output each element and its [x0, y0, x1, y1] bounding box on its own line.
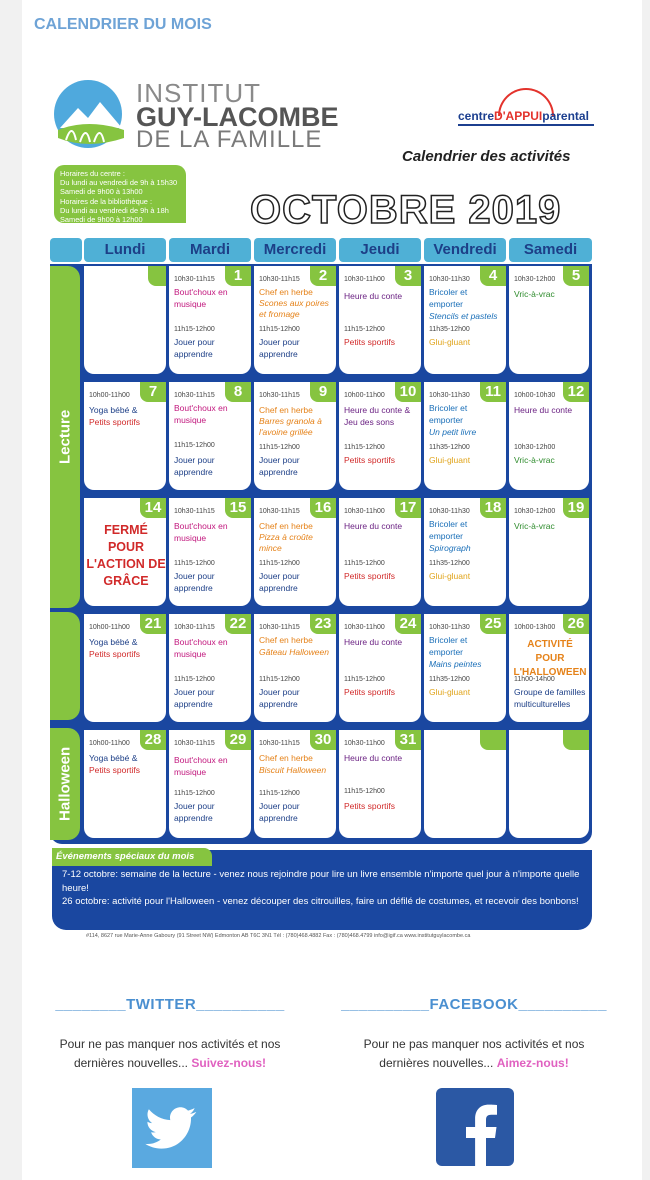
calendar-cell-day-11 [424, 382, 506, 490]
calendar-cell-day-15 [169, 498, 251, 606]
calendar-cell-day-24 [339, 614, 421, 722]
activity-name: Jouer pour apprendre [174, 337, 215, 359]
activity-time: 10h30-11h15 [174, 508, 215, 515]
week-group-blank [50, 612, 80, 720]
activity-time: 10h30-12h00 [514, 508, 556, 515]
activity-name: Chef en herbe [259, 405, 313, 415]
calendar-subtitle: Calendrier des activités [402, 148, 571, 165]
activity-time: 11h15-12h00 [344, 444, 385, 451]
calendar-cell-day-17 [339, 498, 421, 606]
activity-name: Jouer pour apprendre [174, 571, 215, 593]
activity-detail: Gâteau Halloween [259, 647, 329, 657]
day-number: 15 [225, 498, 251, 518]
activity-name: Bricoler et emporter [429, 403, 468, 425]
day-number: 18 [480, 498, 506, 518]
hours-line: Samedi de 9h00 à 13h00 [60, 187, 143, 197]
day-header-tuesday: Mardi [169, 238, 251, 262]
activity-detail: Barres granola à l'avoine grillée [259, 416, 322, 437]
day-number: 5 [563, 266, 589, 286]
activity-detail: Scones aux poires et fromage [259, 298, 329, 319]
day-number: 11 [480, 382, 506, 402]
day-number: 28 [140, 730, 166, 750]
day-number: 10 [395, 382, 421, 402]
institute-name-line1: INSTITUT [136, 78, 261, 108]
hours-line: Du lundi au vendredi de 9h à 15h30 [60, 178, 178, 188]
activity-name: Bricoler et emporter [429, 287, 468, 309]
activity-name: Petits sportifs [89, 417, 141, 427]
activity-time: 10h30-11h15 [259, 392, 300, 399]
calendar-grid [50, 264, 592, 844]
activity-name: Chef en herbe [259, 521, 313, 531]
empty-day-tab [148, 266, 166, 286]
activity-name: Jouer pour apprendre [259, 455, 300, 477]
calendar-cell-day-1 [169, 266, 251, 374]
activity-detail: Biscuit Halloween [259, 765, 327, 775]
activity-name: Bout'choux en musique [174, 755, 228, 777]
activity-time: 11h35-12h00 [429, 444, 470, 451]
activity-name: Heure du conte [344, 753, 403, 763]
activity-name: Vric-à-vrac [514, 455, 555, 465]
facebook-heading: __________FACEBOOK__________ [341, 996, 607, 1013]
activity-time: 10h00-11h00 [89, 392, 130, 399]
twitter-text [34, 1035, 306, 1073]
activity-time: 10h30-11h00 [344, 624, 385, 631]
activity-name: Heure du conte [344, 637, 403, 647]
activity-time: 11h15-12h00 [344, 560, 385, 567]
activity-detail: Un petit livre [429, 427, 477, 437]
activity-time: 10h30-11h15 [259, 624, 300, 631]
activity-name: Petits sportifs [344, 801, 396, 811]
calendar-cell-day-23 [254, 614, 336, 722]
hours-line: Samedi de 9h00 à 12h00 [60, 215, 143, 225]
opening-hours-box [54, 165, 186, 223]
activity-name: Glui-gluant [429, 455, 471, 465]
calendar-cell-day-26 [509, 614, 589, 722]
day-number: 7 [140, 382, 166, 402]
activity-name: Bout'choux en musique [174, 403, 228, 425]
activity-name: Petits sportifs [344, 455, 396, 465]
special-events-title: Événements spéciaux du mois [52, 848, 212, 866]
calendar-cell-day-7 [84, 382, 166, 490]
activity-detail: Mains peintes [429, 659, 482, 669]
activity-name: Bout'choux en musique [174, 287, 228, 309]
calendar-cell-day-31 [339, 730, 421, 838]
activity-name: Bout'choux en musique [174, 637, 228, 659]
empty-day-tab [480, 730, 506, 750]
day-number: 4 [480, 266, 506, 286]
activity-name: Heure du conte & Jeu des sons [344, 405, 411, 427]
activity-time: 11h15-12h00 [174, 442, 215, 449]
activity-name: Yoga bébé & [89, 405, 138, 415]
twitter-message: Pour ne pas manquer nos activités et nos dernières nouvelles... [59, 1037, 281, 1070]
activity-name: Petits sportifs [89, 649, 141, 659]
activity-time: 10h00-11h00 [89, 624, 130, 631]
activity-name: Petits sportifs [89, 765, 141, 775]
activity-time: 11h35-12h00 [429, 676, 470, 683]
activity-name: Chef en herbe [259, 635, 313, 645]
activity-time: 10h30-11h00 [344, 276, 385, 283]
activity-time: 10h30-11h00 [344, 508, 385, 515]
twitter-follow-link[interactable]: Suivez-nous! [191, 1056, 267, 1070]
activity-name: Jouer pour apprendre [259, 801, 300, 823]
day-number: 21 [140, 614, 166, 634]
activity-time: 11h15-12h00 [259, 560, 300, 567]
day-number: 16 [310, 498, 336, 518]
calendar-cell-day-30 [254, 730, 336, 838]
calendar-cell-day-10 [339, 382, 421, 490]
twitter-heading: ________TWITTER__________ [55, 996, 285, 1013]
week-group-halloween [50, 728, 80, 840]
day-number: 24 [395, 614, 421, 634]
activity-name: Chef en herbe [259, 753, 313, 763]
activity-time: 10h30-11h15 [174, 624, 215, 631]
day-number: 9 [310, 382, 336, 402]
activity-time: 11h15-12h00 [174, 790, 215, 797]
activity-time: 11h15-12h00 [344, 676, 385, 683]
empty-day-tab [563, 730, 589, 750]
partner-logo [458, 88, 594, 124]
activity-name: Jouer pour apprendre [259, 571, 300, 593]
activity-name: Jouer pour apprendre [174, 455, 215, 477]
partner-logo-text: centreD'APPUIparental [458, 109, 589, 123]
facebook-like-link[interactable]: Aimez-nous! [496, 1056, 569, 1070]
activity-time: 10h30-11h15 [174, 392, 215, 399]
calendar-cell-day-9 [254, 382, 336, 490]
activity-name: Glui-gluant [429, 337, 471, 347]
left-gutter [0, 0, 22, 1180]
facebook-section [338, 996, 610, 1073]
day-number: 1 [225, 266, 251, 286]
day-number: 30 [310, 730, 336, 750]
week-label-halloween: Halloween [56, 746, 74, 822]
activity-name: Chef en herbe [259, 287, 313, 297]
activity-time: 11h15-12h00 [174, 676, 215, 683]
activity-name: Yoga bébé & [89, 637, 138, 647]
section-title: CALENDRIER DU MOIS [34, 16, 212, 33]
facebook-f-glyph [436, 1088, 514, 1166]
activity-time: 10h30-12h00 [514, 276, 556, 283]
closed-notice: FERMÉ POUR L'ACTION DE GRÂCE [86, 523, 166, 588]
week-group-lecture [50, 266, 80, 608]
activity-time: 11h35-12h00 [429, 326, 470, 333]
facebook-f-icon[interactable] [436, 1088, 514, 1166]
contact-footer: #114, 8627 rue Marie-Anne Gaboury (91 Street NW) Edmonton AB T6C 3N1 Tél : (780)468.4882 Fax : (780)468.4799 info@igif.ca www.institutguylacombe.ca [86, 933, 471, 939]
event-item: 7-12 octobre: semaine de la lecture - venez nous rejoindre pour lire un livre ensemble n'importe quel jour à n'importe quelle heure! [62, 869, 580, 894]
activity-time: 10h00-11h00 [89, 740, 130, 747]
activity-time: 10h30-11h15 [174, 740, 215, 747]
activity-name: Bricoler et emporter [429, 635, 468, 657]
day-header-wednesday: Mercredi [254, 238, 336, 262]
activity-name: Yoga bébé & [89, 753, 138, 763]
activity-name: Heure du conte [514, 405, 573, 415]
activity-time: 10h30-11h15 [259, 508, 300, 515]
twitter-bird-glyph [132, 1088, 212, 1168]
day-number: 3 [395, 266, 421, 286]
week-label-lecture: Lecture [56, 409, 74, 465]
activity-time: 10h30-11h15 [259, 276, 300, 283]
calendar-cell-empty [509, 730, 589, 838]
day-header-thursday: Jeudi [339, 238, 421, 262]
activity-time: 10h30-11h30 [429, 276, 470, 283]
hours-line: Du lundi au vendredi de 9h à 18h [60, 205, 169, 215]
right-gutter [642, 0, 650, 1180]
facebook-message: Pour ne pas manquer nos activités et nos dernières nouvelles... [363, 1037, 585, 1070]
activity-time: 11h15-12h00 [259, 676, 300, 683]
partner-logo-underline [458, 124, 594, 126]
calendar-cell-day-14 [84, 498, 166, 606]
halloween-activity: ACTIVITÉ POUR L'HALLOWEEN [513, 639, 587, 678]
calendar-cell-day-4 [424, 266, 506, 374]
activity-name: Petits sportifs [344, 571, 396, 581]
activity-name: Heure du conte [344, 291, 403, 301]
institute-name-line2: GUY-LACOMBE [136, 102, 339, 132]
activity-time: 10h30-11h30 [429, 508, 470, 515]
activity-detail: Pizza à croûte mince [259, 532, 313, 553]
activity-name: Jouer pour apprendre [174, 687, 215, 709]
activity-time: 11h15-12h00 [174, 560, 215, 567]
day-number: 19 [563, 498, 589, 518]
calendar-cell-day-16 [254, 498, 336, 606]
activity-time: 11h15-12h00 [259, 790, 300, 797]
day-header-saturday: Samedi [509, 238, 592, 262]
facebook-text [338, 1035, 610, 1073]
activity-time: 10h30-12h00 [514, 444, 556, 451]
calendar-cell-day-19 [509, 498, 589, 606]
calendar-cell-day-21 [84, 614, 166, 722]
day-number: 29 [225, 730, 251, 750]
activity-name: Bricoler et emporter [429, 519, 468, 541]
activity-time: 10h30-11h15 [174, 276, 215, 283]
day-number: 12 [563, 382, 589, 402]
activity-time: 11h00-14h00 [514, 676, 555, 683]
activity-time: 11h15-12h00 [259, 326, 300, 333]
day-number: 23 [310, 614, 336, 634]
twitter-bird-icon[interactable] [132, 1088, 212, 1168]
activity-name: Jouer pour apprendre [259, 687, 300, 709]
activity-name: Jouer pour apprendre [174, 801, 215, 823]
calendar-cell-empty [424, 730, 506, 838]
day-number: 31 [395, 730, 421, 750]
activity-name: Heure du conte [344, 521, 403, 531]
calendar-cell-day-12 [509, 382, 589, 490]
calendar-cell-day-8 [169, 382, 251, 490]
activity-time: 10h00-13h00 [514, 624, 556, 631]
activity-time: 11h15-12h00 [259, 444, 300, 451]
day-header-friday: Vendredi [424, 238, 506, 262]
activity-name: Groupe de familles multiculturelles [514, 687, 586, 709]
activity-name: Glui-gluant [429, 571, 471, 581]
institute-name-line3: DE LA FAMILLE [136, 126, 323, 153]
calendar-cell-day-25 [424, 614, 506, 722]
activity-time: 10h00-11h00 [344, 392, 385, 399]
hours-line: Horaires de la bibliothèque : [60, 196, 153, 206]
day-number: 26 [563, 614, 589, 634]
activity-name: Vric-à-vrac [514, 521, 555, 531]
day-number: 25 [480, 614, 506, 634]
activity-time: 10h30-11h15 [259, 740, 300, 747]
day-header-blank [50, 238, 82, 262]
activity-detail: Spirograph [429, 543, 471, 553]
calendar-cell-day-3 [339, 266, 421, 374]
activity-name: Glui-gluant [429, 687, 471, 697]
activity-name: Petits sportifs [344, 337, 396, 347]
activity-time: 11h35-12h00 [429, 560, 470, 567]
calendar-cell-day-18 [424, 498, 506, 606]
event-item: 26 octobre: activité pour l'Halloween - venez découper des citrouilles, faire un défilé de costumes, et recevoir des bonbons! [62, 896, 579, 907]
activity-time: 10h00-10h30 [514, 392, 556, 399]
activity-name: Bout'choux en musique [174, 521, 228, 543]
calendar-cell-day-28 [84, 730, 166, 838]
activity-name: Vric-à-vrac [514, 289, 555, 299]
day-number: 2 [310, 266, 336, 286]
activity-time: 10h30-11h00 [344, 740, 385, 747]
calendar-cell-empty [84, 266, 166, 374]
day-number: 22 [225, 614, 251, 634]
activity-time: 10h30-11h30 [429, 624, 470, 631]
activity-detail: Stencils et pastels [429, 311, 498, 321]
calendar-cell-day-29 [169, 730, 251, 838]
calendar-cell-day-22 [169, 614, 251, 722]
activity-time: 11h15-12h00 [344, 326, 385, 333]
calendar-cell-day-2 [254, 266, 336, 374]
day-header-monday: Lundi [84, 238, 166, 262]
activity-name: Jouer pour apprendre [259, 337, 300, 359]
activity-name: Petits sportifs [344, 687, 396, 697]
activity-time: 11h15-12h00 [344, 788, 385, 795]
month-title: OCTOBRE 2019 [250, 188, 562, 232]
day-number: 17 [395, 498, 421, 518]
calendar-cell-day-5 [509, 266, 589, 374]
day-number: 14 [140, 498, 166, 518]
institute-logo-icon [52, 78, 132, 150]
day-number: 8 [225, 382, 251, 402]
hours-line: Horaires du centre : [60, 169, 125, 178]
activity-time: 11h15-12h00 [174, 326, 215, 333]
activity-time: 10h30-11h30 [429, 392, 470, 399]
twitter-section [34, 996, 306, 1073]
